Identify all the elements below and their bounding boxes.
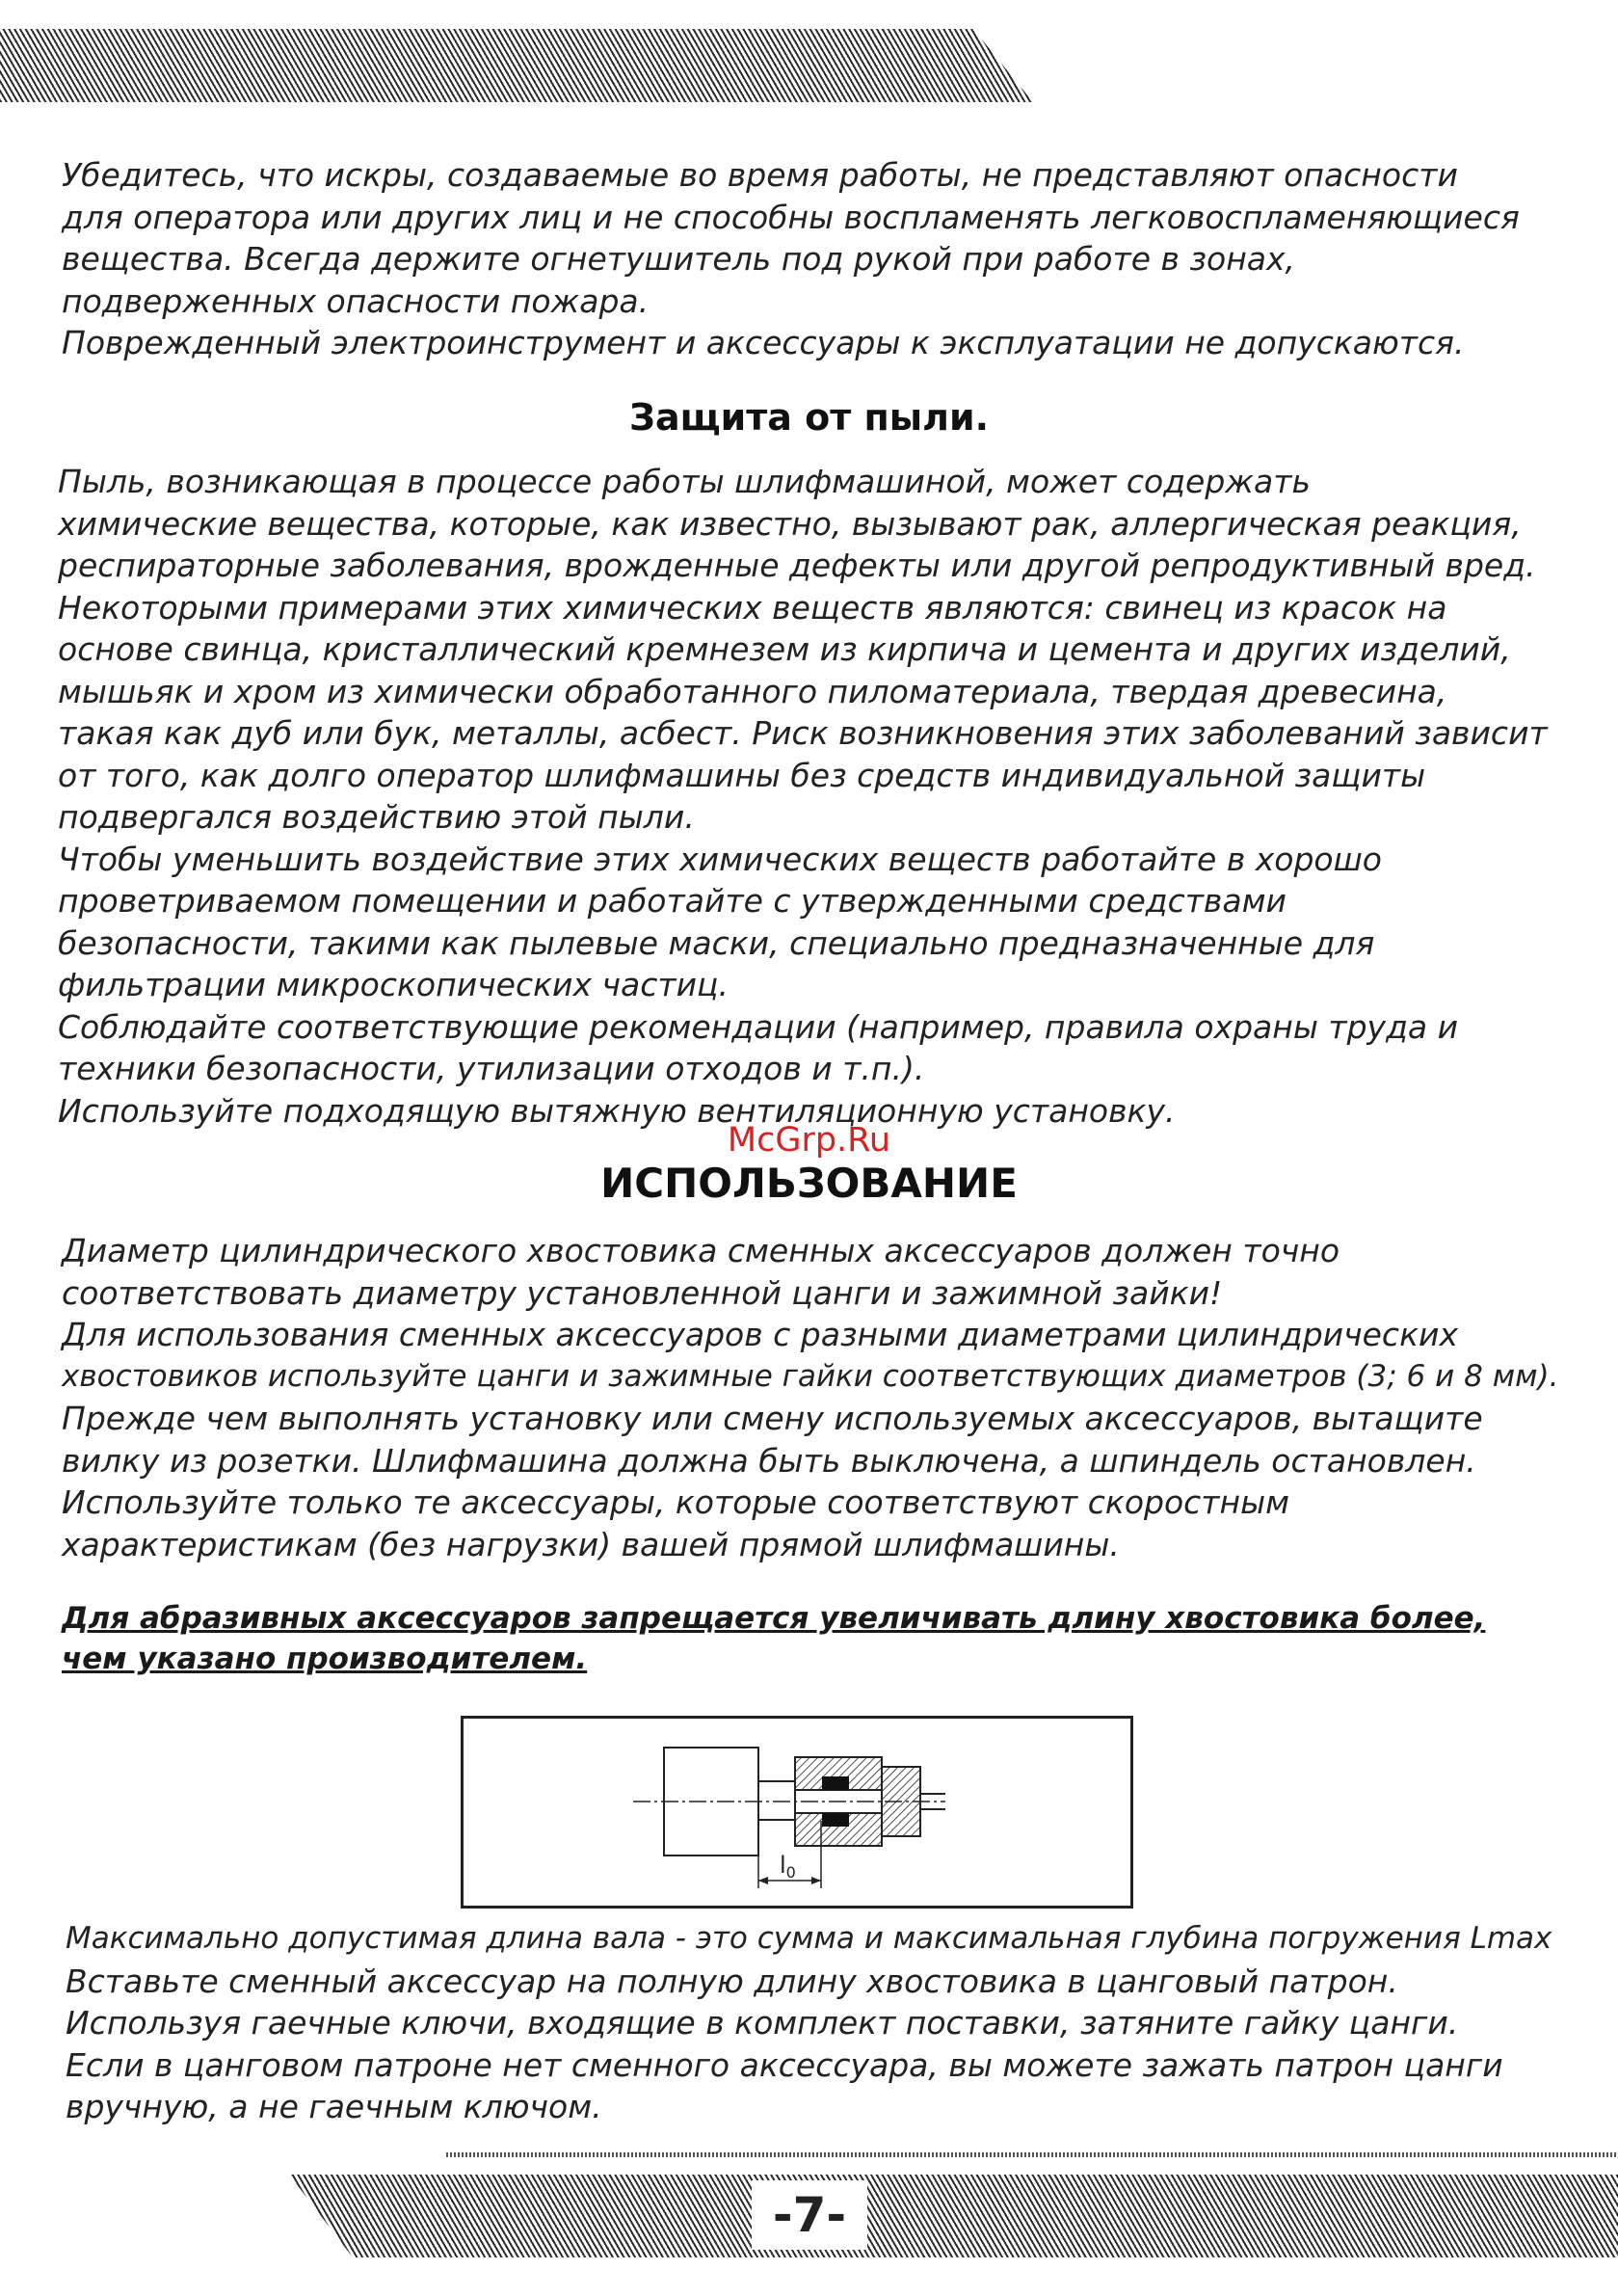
text-line: Используйте подходящую вытяжную вентиляционную установку. bbox=[58, 1091, 1176, 1130]
text-line: Чтобы уменьшить воздействие этих химических веществ работайте в хорошо bbox=[58, 840, 1382, 878]
header-hatch-band bbox=[0, 29, 1033, 102]
text-line: респираторные заболевания, врожденные дефекты или другой репродуктивный вред. bbox=[58, 547, 1536, 584]
text-line: безопасности, такими как пылевые маски, специально предназначенные для bbox=[58, 923, 1375, 962]
text-line: подверженных опасности пожара. bbox=[62, 281, 650, 320]
text-line: техники безопасности, утилизации отходов и т.п.). bbox=[58, 1050, 925, 1087]
text-line: хвостовиков используйте цанги и зажимные гайки соответствующих диаметров (3; 6 и 8 мм). bbox=[62, 1358, 1559, 1394]
text-line: Соблюдайте соответствующие рекомендации (например, правила охраны труда и bbox=[58, 1007, 1459, 1046]
spindle-body bbox=[882, 1767, 920, 1836]
text-line: Используя гаечные ключи, входящие в комплект поставки, затяните гайку цанги. bbox=[66, 2004, 1459, 2042]
intro-paragraph bbox=[62, 154, 1520, 364]
text-line: Если в цанговом патроне нет сменного аксессуара, вы можете зажать патрон цанги bbox=[66, 2045, 1503, 2084]
dimension-label: $l_0$ bbox=[780, 1852, 796, 1882]
text-line: соответствовать диаметру установленной цанги и зажимной зайки! bbox=[62, 1273, 1223, 1312]
text-line: подвергался воздействию этой пыли. bbox=[58, 798, 695, 836]
text-line: Пыль, возникающая в процессе работы шлифмашиной, может содержать bbox=[58, 463, 1311, 500]
text-line: вилку из розетки. Шлифмашина должна быть выключена, а шпиндель остановлен. bbox=[62, 1441, 1476, 1480]
collet-jaw-upper bbox=[822, 1776, 849, 1790]
text-line: Вставьте сменный аксессуар на полную длину хвостовика в цанговый патрон. bbox=[66, 1962, 1398, 2000]
dust-protection-heading: Защита от пыли. bbox=[628, 396, 990, 439]
text-line: основе свинца, кристаллический кремнезем из кирпича и цемента и других изделий, bbox=[58, 630, 1511, 668]
text-line: химические вещества, которые, как известно, вызывают рак, аллергическая реакция, bbox=[58, 504, 1522, 543]
usage-paragraph bbox=[62, 1230, 1558, 1565]
text-line: проветриваемом помещении и работайте с утвержденными средствами bbox=[58, 882, 1286, 920]
collet-jaw-lower bbox=[822, 1813, 849, 1827]
footer-dotted-rule bbox=[446, 2152, 1618, 2157]
watermark: McGrp.Ru bbox=[727, 1121, 891, 1160]
text-line: мышьяк и хром из химически обработанного пиломатериала, твердая древесина, bbox=[58, 672, 1447, 710]
text-line: фильтрации микроскопических частиц. bbox=[58, 966, 729, 1003]
text-line: Поврежденный электроинструмент и аксессуары к эксплуатации не допускаются. bbox=[62, 324, 1465, 361]
page-number: -7- bbox=[752, 2180, 867, 2250]
text-line: для оператора или других лиц и не способны воспламенять легковоспламеняющиеся bbox=[62, 198, 1520, 236]
collet-diagram bbox=[461, 1716, 1133, 1909]
text-line: Убедитесь, что искры, создаваемые во время работы, не представляют опасности bbox=[62, 156, 1458, 194]
text-line: характеристикам (без нагрузки) вашей прямой шлифмашины. bbox=[62, 1525, 1120, 1563]
text-line: вручную, а не гаечным ключом. bbox=[66, 2088, 602, 2125]
text-line: от того, как долго оператор шлифмашины без средств индивидуальной защиты bbox=[58, 756, 1426, 794]
footer-hatch-band bbox=[289, 2175, 1618, 2257]
text-line: Для использования сменных аксессуаров с разными диаметрами цилиндрических bbox=[62, 1316, 1458, 1353]
dimension-arrow-right bbox=[811, 1877, 821, 1884]
text-line: Максимально допустимая длина вала - это сумма и максимальная глубина погружения Lmax bbox=[66, 1921, 1552, 1956]
dimension-arrow-left bbox=[758, 1877, 768, 1884]
text-line: Некоторыми примерами этих химических веществ являются: свинец из красок на bbox=[58, 588, 1447, 627]
text-line: такая как дуб или бук, металлы, асбест. Риск возникновения этих заболеваний зависит bbox=[58, 714, 1548, 752]
text-line: вещества. Всегда держите огнетушитель под рукой при работе в зонах, bbox=[62, 240, 1296, 278]
usage-heading: ИСПОЛЬЗОВАНИЕ bbox=[600, 1160, 1018, 1207]
text-line: Диаметр цилиндрического хвостовика сменных аксессуаров должен точно bbox=[62, 1232, 1340, 1269]
shank-outline bbox=[758, 1781, 795, 1820]
abrasive-warning bbox=[62, 1598, 1485, 1679]
text-line: Прежде чем выполнять установку или смену используемых аксессуаров, вытащите bbox=[62, 1400, 1483, 1437]
dust-paragraph bbox=[58, 461, 1548, 1132]
warning-line: чем указано производителем. bbox=[62, 1642, 588, 1676]
collet-diagram-drawing bbox=[464, 1719, 1130, 1906]
warning-line: Для абразивных аксессуаров запрещается увеличивать длину хвостовика более, bbox=[62, 1601, 1486, 1636]
text-line: Используйте только те аксессуары, которые соответствуют скоростным bbox=[62, 1483, 1290, 1521]
closing-paragraph bbox=[66, 1918, 1552, 2128]
